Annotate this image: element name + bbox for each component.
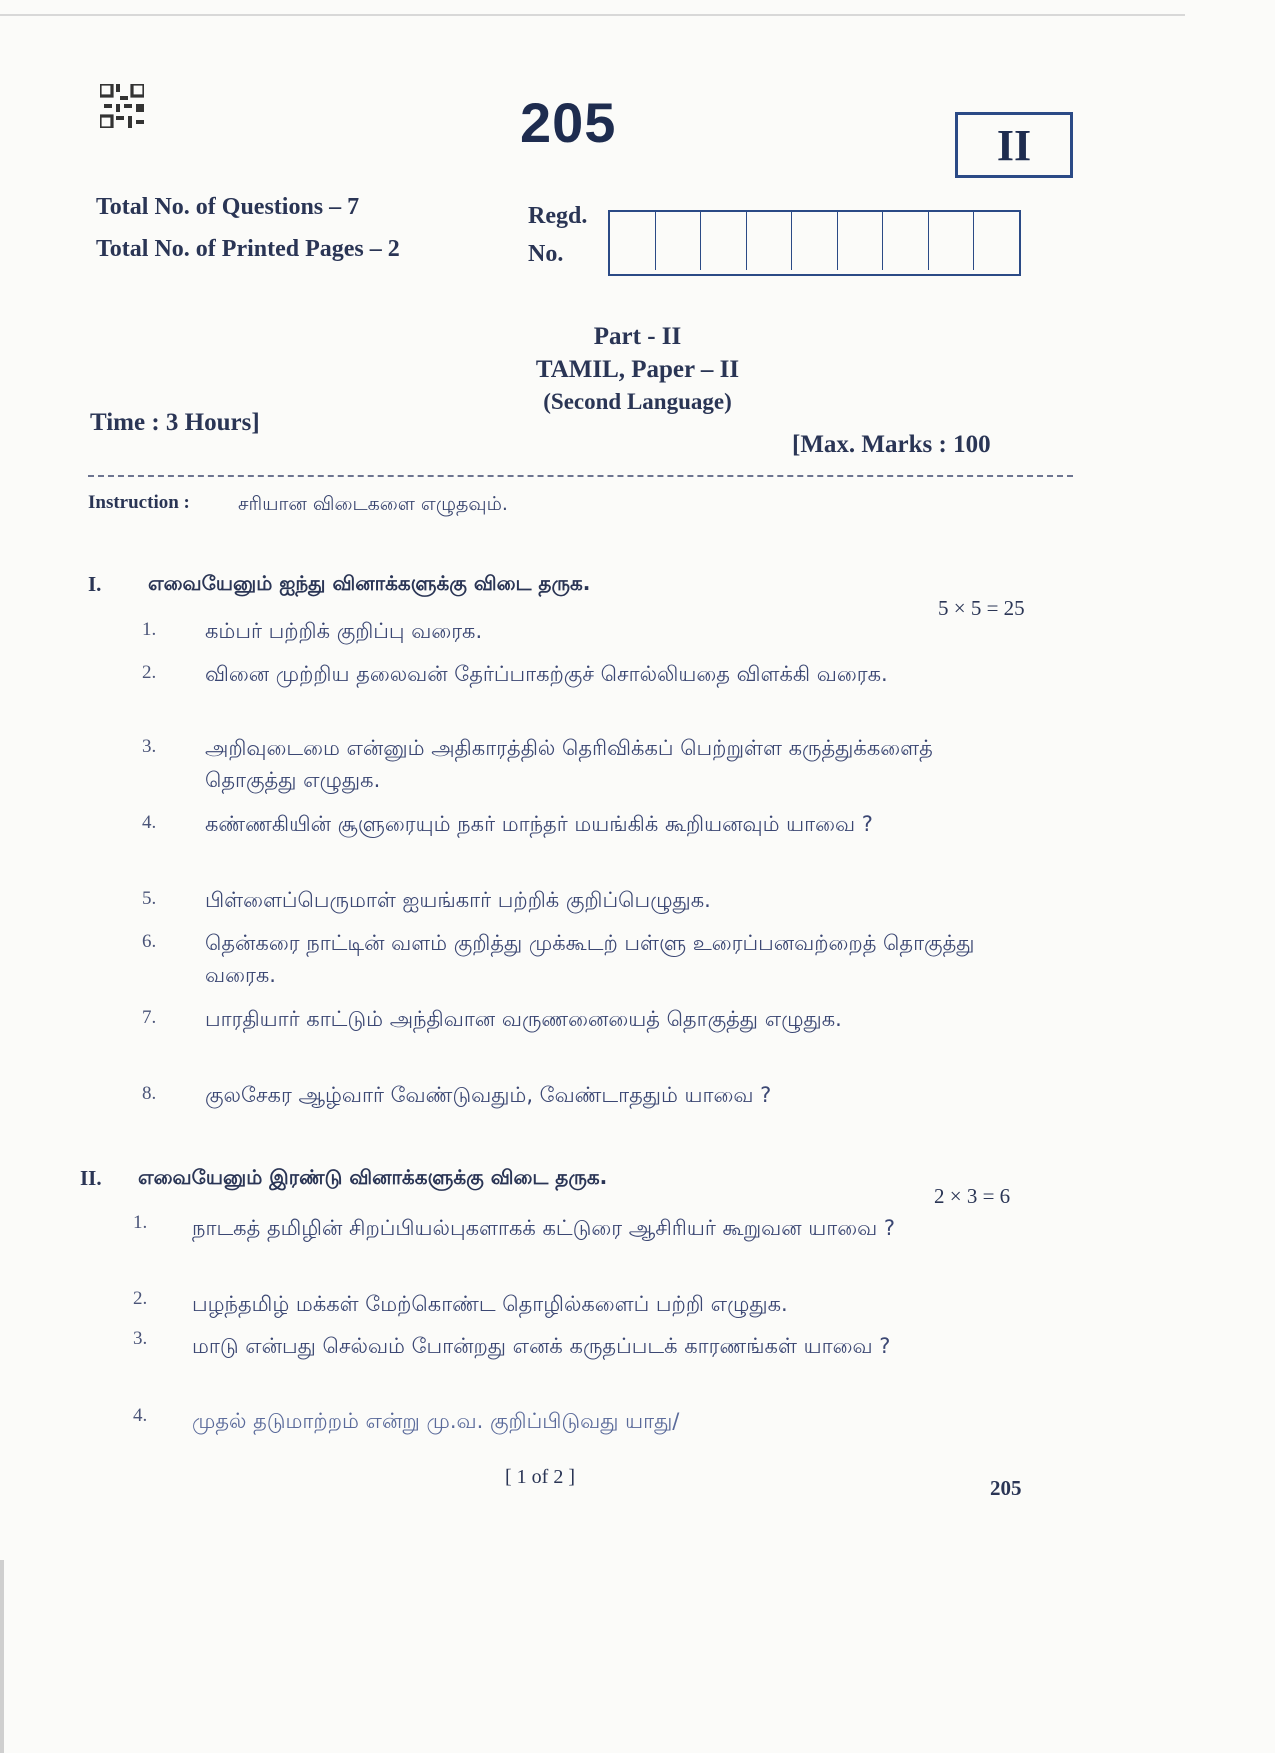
- page-left-edge: [0, 1560, 4, 1753]
- qr-code-icon: [100, 84, 144, 128]
- total-pages: Total No. of Printed Pages – 2: [96, 236, 400, 262]
- part-title: Part - II: [593, 323, 682, 350]
- question-number: 2.: [142, 662, 157, 683]
- section-2-heading: எவையேனும் இரண்டு வினாக்களுக்கு விடை தருக.: [138, 1165, 608, 1189]
- regd-number-boxes: [608, 210, 1021, 276]
- regd-box: [747, 212, 793, 270]
- question-number: 4.: [133, 1405, 148, 1426]
- question-number: 1.: [133, 1212, 148, 1233]
- part-box: II: [955, 112, 1073, 178]
- question-text: வினை முற்றிய தலைவன் தேர்ப்பாகற்குச் சொல்லியதை விளக்கி வரைக.: [205, 662, 888, 686]
- question-number: 6.: [142, 931, 157, 952]
- header-divider: [88, 475, 1073, 477]
- question-text: பிள்ளைப்பெருமாள் ஐயங்கார் பற்றிக் குறிப்பெழுதுக.: [205, 888, 711, 912]
- paper-code: 205: [520, 91, 617, 154]
- page-indicator: [ 1 of 2 ]: [505, 1466, 575, 1488]
- question-number: 5.: [142, 888, 157, 909]
- section-2-marks: 2 × 3 = 6: [934, 1184, 1011, 1208]
- question-text: கண்ணகியின் சூளுரையும் நகர் மாந்தர் மயங்கிக் கூறியனவும் யாவை ?: [205, 812, 873, 836]
- regd-box: [974, 212, 1019, 270]
- question-number: 2.: [133, 1288, 148, 1309]
- regd-box: [838, 212, 884, 270]
- question-number: 3.: [142, 736, 157, 757]
- regd-box: [929, 212, 975, 270]
- question-number: 3.: [133, 1328, 148, 1349]
- question-number: 8.: [142, 1083, 157, 1104]
- max-marks: [Max. Marks : 100: [792, 431, 991, 458]
- question-text: மாடு என்பது செல்வம் போன்றது எனக் கருதப்படக் காரணங்கள் யாவை ?: [192, 1334, 891, 1358]
- time-label: Time : 3 Hours]: [90, 409, 260, 436]
- question-text: நாடகத் தமிழின் சிறப்பியல்புகளாகக் கட்டுரை ஆசிரியர் கூறுவன யாவை ?: [192, 1216, 896, 1240]
- question-text: குலசேகர ஆழ்வார் வேண்டுவதும், வேண்டாததும் யாவை ?: [205, 1083, 772, 1107]
- regd-box: [701, 212, 747, 270]
- question-text: கம்பர் பற்றிக் குறிப்பு வரைக.: [205, 619, 483, 643]
- regd-box: [883, 212, 929, 270]
- question-text: தென்கரை நாட்டின் வளம் குறித்து முக்கூடற் பள்ளு உரைப்பனவற்றைத் தொகுத்து வரைக.: [205, 931, 975, 987]
- question-text: பாரதியார் காட்டும் அந்திவான வருணனையைத் தொகுத்து எழுதுக.: [205, 1007, 842, 1031]
- regd-box: [656, 212, 702, 270]
- regd-no-label: No.: [528, 241, 564, 267]
- question-text: முதல் தடுமாற்றம் என்று மு.வ. குறிப்பிடுவது யாது/: [192, 1409, 680, 1433]
- instruction-label: Instruction :: [88, 492, 190, 513]
- regd-box: [792, 212, 838, 270]
- question-number: 4.: [142, 812, 157, 833]
- instruction-text: சரியான விடைகளை எழுதவும்.: [238, 493, 508, 515]
- question-text: பழந்தமிழ் மக்கள் மேற்கொண்ட தொழில்களைப் பற்றி எழுதுக.: [192, 1292, 788, 1316]
- question-number: 1.: [142, 619, 157, 640]
- regd-box: [610, 212, 656, 270]
- section-1-number: I.: [88, 572, 102, 596]
- section-1-marks: 5 × 5 = 25: [938, 596, 1025, 620]
- language-title: (Second Language): [543, 389, 732, 414]
- regd-label: Regd.: [528, 203, 588, 229]
- total-questions: Total No. of Questions – 7: [96, 194, 360, 220]
- section-2-number: II.: [80, 1166, 102, 1190]
- subject-title: TAMIL, Paper – II: [535, 356, 740, 383]
- footer-paper-code: 205: [990, 1476, 1022, 1500]
- section-1-heading: எவையேனும் ஐந்து வினாக்களுக்கு விடை தருக.: [148, 571, 591, 595]
- page-top-edge: [0, 14, 1185, 16]
- question-number: 7.: [142, 1007, 157, 1028]
- question-text: அறிவுடைமை என்னும் அதிகாரத்தில் தெரிவிக்கப் பெற்றுள்ள கருத்துக்களைத் தொகுத்து எழுதுக.: [205, 736, 933, 792]
